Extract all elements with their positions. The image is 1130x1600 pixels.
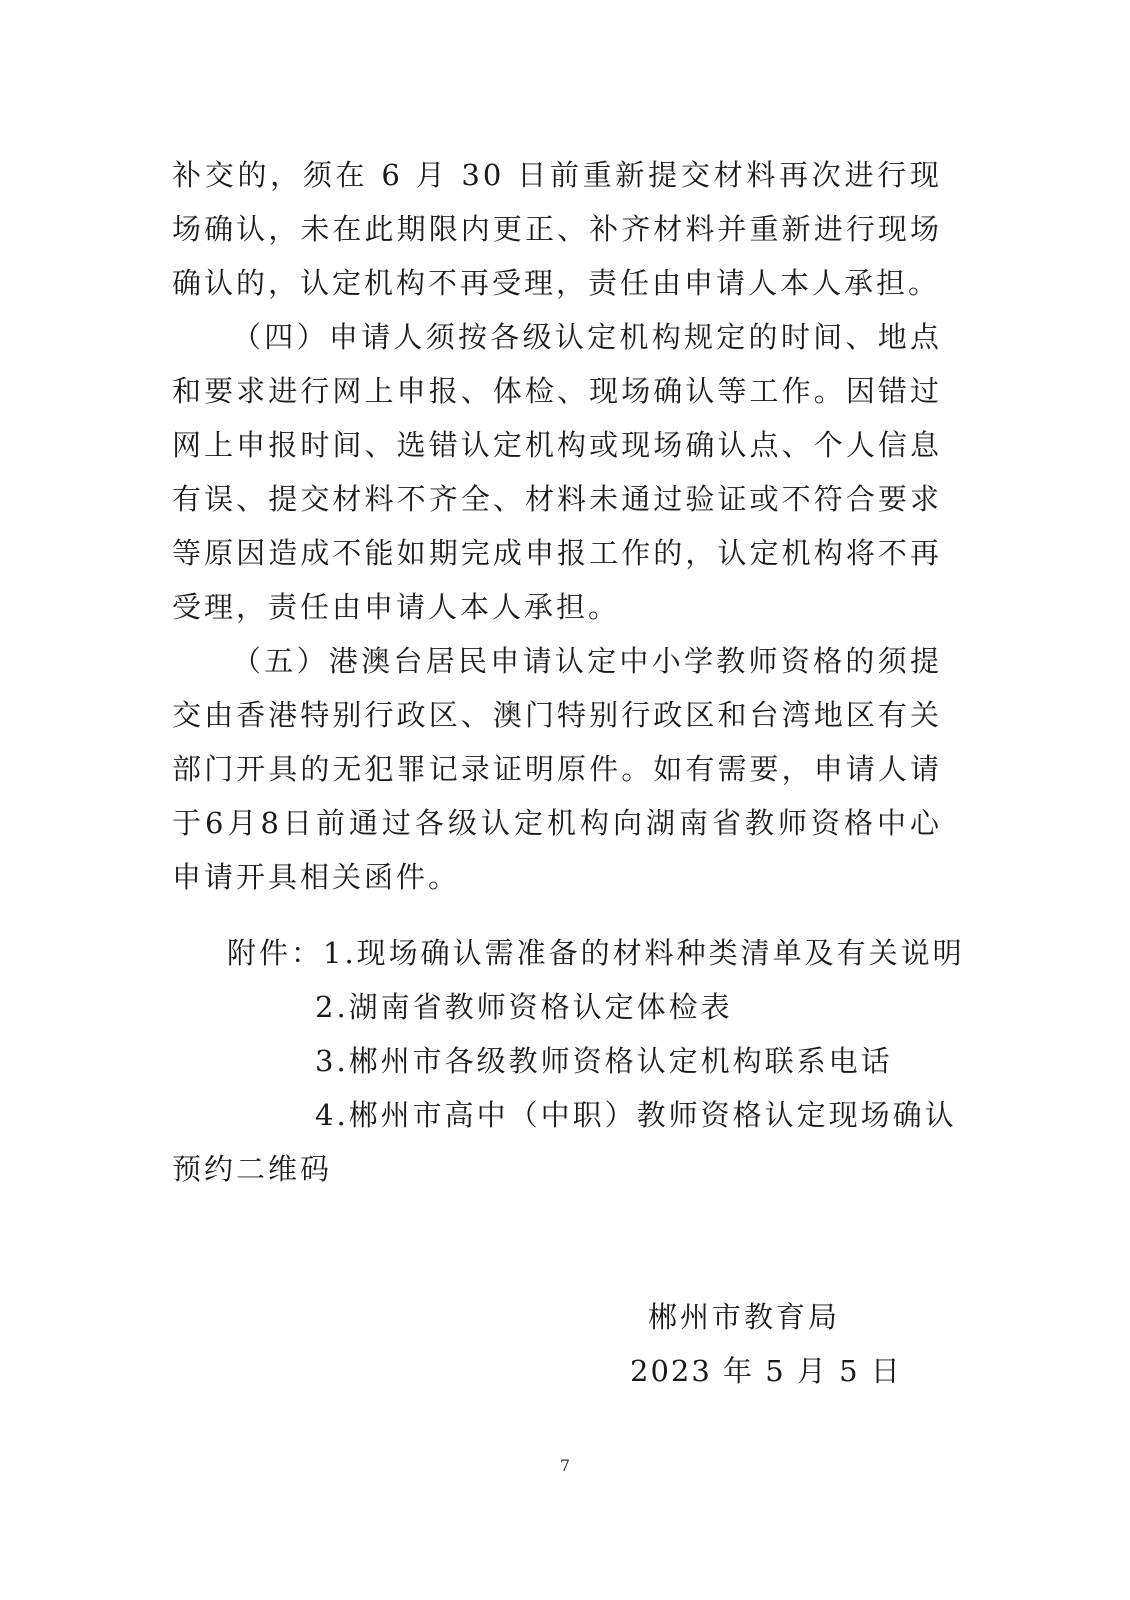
attachment-item-1: 1.现场确认需准备的材料种类清单及有关说明	[323, 936, 965, 970]
attachments-label: 附件：	[227, 936, 324, 970]
page-number: 7	[559, 1456, 571, 1475]
attachment-item-3: 3.郴州市各级教师资格认定机构联系电话	[315, 1044, 893, 1078]
attachment-row-1	[172, 926, 965, 980]
paragraph-item-five: （五）港澳台居民申请认定中小学教师资格的须提交由香港特别行政区、澳门特别行政区和台湾地区有关部门开具的无犯罪记录证明原件。如有需要，申请人请于6月8日前通过各级认定机构向湖南省教师资格中心申请开具相关函件。	[172, 644, 942, 894]
attachment-item-4: 4.郴州市高中（中职）教师资格认定现场确认	[315, 1098, 957, 1132]
attachment-item-2: 2.湖南省教师资格认定体检表	[315, 990, 733, 1024]
issue-date: 2023 年 5 月 5 日	[630, 1354, 902, 1388]
issuing-organization: 郴州市教育局	[648, 1300, 841, 1334]
paragraph-item-four: （四）申请人须按各级认定机构规定的时间、地点和要求进行网上申报、体检、现场确认等工作。因错过网上申报时间、选错认定机构或现场确认点、个人信息有误、提交材料不齐全、材料未通过验证或不符合要求等原因造成不能如期完成申报工作的，认定机构将不再受理，责任由申请人本人承担。	[172, 320, 942, 624]
paragraph-continuation: 补交的，须在 6 月 30 日前重新提交材料再次进行现场确认，未在此期限内更正、补齐材料并重新进行现场确认的，认定机构不再受理，责任由申请人本人承担。	[172, 158, 942, 300]
attachment-item-4-continuation: 预约二维码	[172, 1152, 333, 1186]
body-text	[172, 148, 942, 904]
attachments-list	[172, 926, 965, 1196]
